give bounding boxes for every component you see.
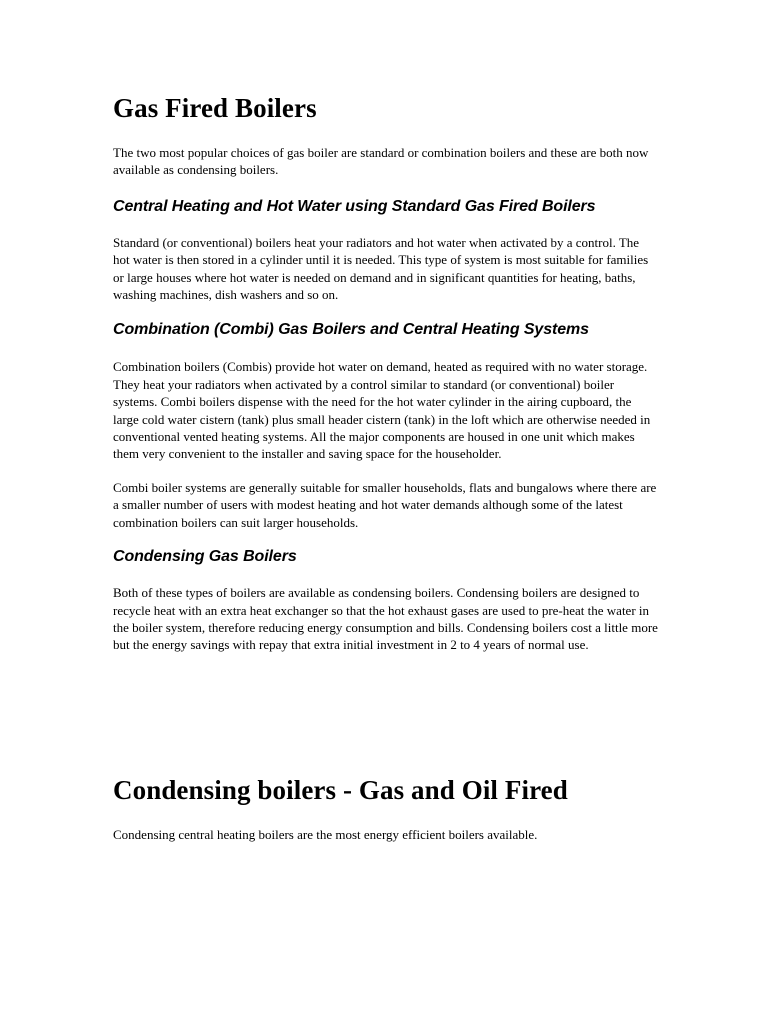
condensing-intro-paragraph: Condensing central heating boilers are the most energy efficient boilers available. bbox=[113, 826, 538, 842]
section-title-condensing: Condensing boilers - Gas and Oil Fired bbox=[113, 774, 568, 805]
document-page bbox=[113, 92, 658, 843]
standard-boilers-paragraph: Standard (or conventional) boilers heat your radiators and hot water when activated by a control. The hot water is then stored in a cylinder until it is needed. This type of system is most suitable for families or large houses where hot water is needed on demand and in significant quantities for heating, baths, washing machines, dish washers and so on. bbox=[113, 234, 649, 303]
combi-boilers-paragraph-2: Combi boiler systems are generally suitable for smaller households, flats and bungalows where there are a smaller number of users with modest heating and hot water demands although some of the latest combination boilers can suit larger households. bbox=[113, 479, 657, 530]
condensing-boilers-paragraph: Both of these types of boilers are available as condensing boilers. Condensing boilers are designed to recycle heat with an extra heat exchanger so that the hot exhaust gases are used to pre-heat the water in the boiler system, therefore reducing energy consumption and bills. Condensing boilers cost a little more but the energy savings with repay that extra initial investment in 2 to 4 years of normal use. bbox=[113, 585, 658, 653]
intro-paragraph: The two most popular choices of gas boiler are standard or combination boilers and these are both now available as condensing boilers. bbox=[113, 145, 649, 178]
section-heading-condensing-boilers: Condensing Gas Boilers bbox=[113, 548, 297, 566]
section-heading-combi-boilers: Combination (Combi) Gas Boilers and Central Heating Systems bbox=[113, 321, 589, 339]
section-heading-standard-boilers: Central Heating and Hot Water using Standard Gas Fired Boilers bbox=[113, 197, 596, 215]
page-title: Gas Fired Boilers bbox=[113, 93, 317, 123]
combi-boilers-paragraph-1: Combination boilers (Combis) provide hot water on demand, heated as required with no water storage. They heat your radiators when activated by a control similar to standard (or conventional) boiler systems. Combi boilers dispense with the need for the hot water cylinder in the airing cupboard, the large cold water cistern (tank) plus small header cistern (tank) in the loft which are otherwise needed in conventional vented heating systems. All the major components are housed in one unit which makes them very convenient to the installer and saving space for the householder. bbox=[113, 359, 651, 462]
